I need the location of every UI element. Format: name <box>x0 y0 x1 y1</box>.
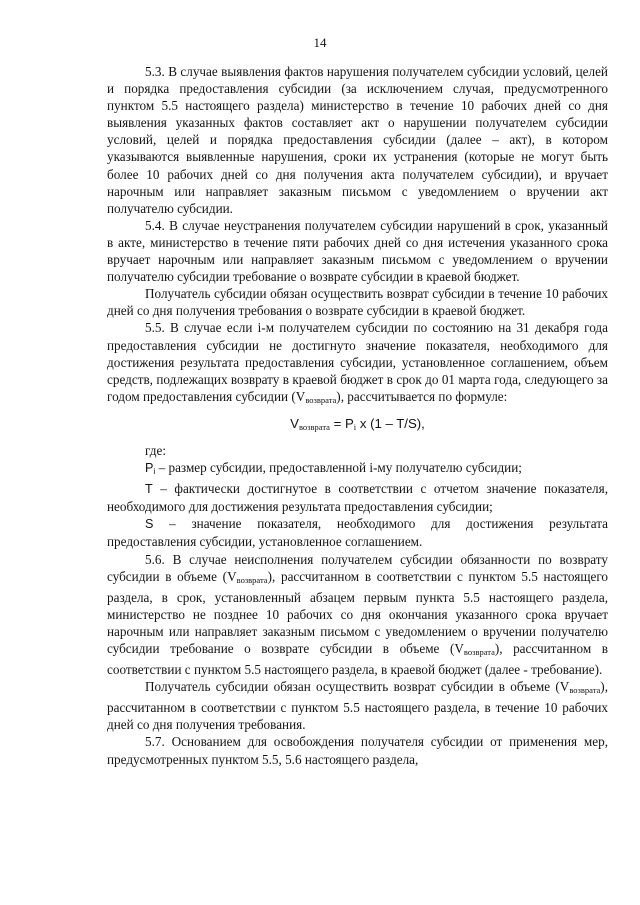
paragraph-5-6 <box>107 551 608 679</box>
definition-t-text: – фактически достигнутое в соответствии с отчетом значение показателя, необходимого для достижения результата предоставления субсидии; <box>107 481 608 515</box>
where-label: где: <box>145 442 166 458</box>
v-subscript: возврата <box>305 394 337 405</box>
formula-v: V <box>290 415 299 431</box>
paragraph-5-3: 5.3. В случае выявления фактов нарушения получателем субсидии условий, целей и порядка предоставления субсидии (за исключением случая, предусмотренного пунктом 5.5 настоящего раздела) министерство в течение 10 рабочих дней со дня выявления указанных фактов составляет акт о нарушении получателем субсидии условий, целей и порядка предоставления субсидии (далее – акт), в котором указываются выявленные нарушения, сроки их устранения (которые не могут быть более 10 рабочих дней со дня получения акта получателем субсидии), и вручает нарочным или направляет заказным письмом с уведомлением о вручении акт получателю субсидии. <box>107 64 608 216</box>
formula <box>107 415 608 436</box>
v-subscript: возврата <box>236 574 268 585</box>
definition-s <box>107 515 608 550</box>
paragraph-5-5-tail: ), рассчитывается по формуле: <box>336 388 508 404</box>
paragraph-return-volume <box>107 678 608 733</box>
symbol-t: T <box>145 482 153 497</box>
paragraph-return-obligation: Получатель субсидии обязан осуществить возврат субсидии в течение 10 рабочих дней со дня получения требования о возврате субсидии в краевой бюджет. <box>107 286 608 319</box>
paragraph-5-6-part-a: 5.6. В случае неисполнения получателем субсидии обязанности по возврату субсидии в объеме (V <box>107 551 608 584</box>
paragraph-return-volume-part-a: Получатель субсидии обязан осуществить возврат субсидии в объеме (V <box>145 679 570 695</box>
v-subscript: возврата <box>569 685 601 696</box>
formula-v-subscript: возврата <box>298 421 330 432</box>
paragraph-5-6-part-c: ), рассчитанном в соответствии с пунктом 5.5 настоящего раздела, в краевой бюджет (далее - требование). <box>107 641 609 678</box>
definition-s-text: – значение показателя, необходимого для достижения результата предоставления субсидии, установленное соглашением. <box>107 516 608 550</box>
paragraph-5-5-main: 5.5. В случае если i-м получателем субсидии по состоянию на 31 декабря года предоставления субсидии не достигнуто значение показателя, необходимого для достижения результата предоставления субсидии, установленное соглашением, объем средств, подлежащих возврату в краевой бюджет в срок до 01 марта года, следующего за годом предоставления субсидии (V <box>107 320 608 404</box>
paragraph-5-5 <box>107 319 608 408</box>
paragraph-return-volume-part-b: ), рассчитанном в соответствии с пунктом 5.5 настоящего раздела, в течение 10 рабочих дней со дня получения требования. <box>107 679 608 733</box>
formula-i-subscript: i <box>353 421 357 432</box>
v-subscript: возврата <box>463 647 495 657</box>
definition-p <box>107 459 608 480</box>
paragraph-5-7: 5.7. Основанием для освобождения получателя субсидии от применения мер, предусмотренных пунктом 5.5, 5.6 настоящего раздела, <box>107 734 608 767</box>
document-body <box>107 63 608 768</box>
page-number: 14 <box>313 35 327 50</box>
definition-t <box>107 480 608 515</box>
paragraph-5-4: 5.4. В случае неустранения получателем субсидии нарушений в срок, указанный в акте, министерство в течение пяти рабочих дней со дня истечения указанного срока вручает нарочным или направляет заказным письмом с уведомлением о вручении получателю субсидии требование о возврате субсидии в краевой бюджет. <box>107 217 608 285</box>
formula-equals-p: = P <box>329 415 354 431</box>
definition-p-text: – размер субсидии, предоставленной i-му получателю субсидии; <box>155 460 522 476</box>
symbol-p: $P_i$ <box>145 461 156 477</box>
formula-expression: x (1 – T/S), <box>356 415 425 431</box>
paragraph-5-6-part-b: ), рассчитанном в соответствии с пунктом 5.5 настоящего раздела, в срок, установленный абзацем первым пункта 5.5 настоящего раздела, министерство не позднее 10 рабочих со дня окончания указанного срока вручает нарочным или направляет заказным письмом с уведомлением о вручении получателю субсидии требование о возврате субсидии в объеме (V <box>107 568 609 656</box>
symbol-s: S <box>145 517 154 532</box>
